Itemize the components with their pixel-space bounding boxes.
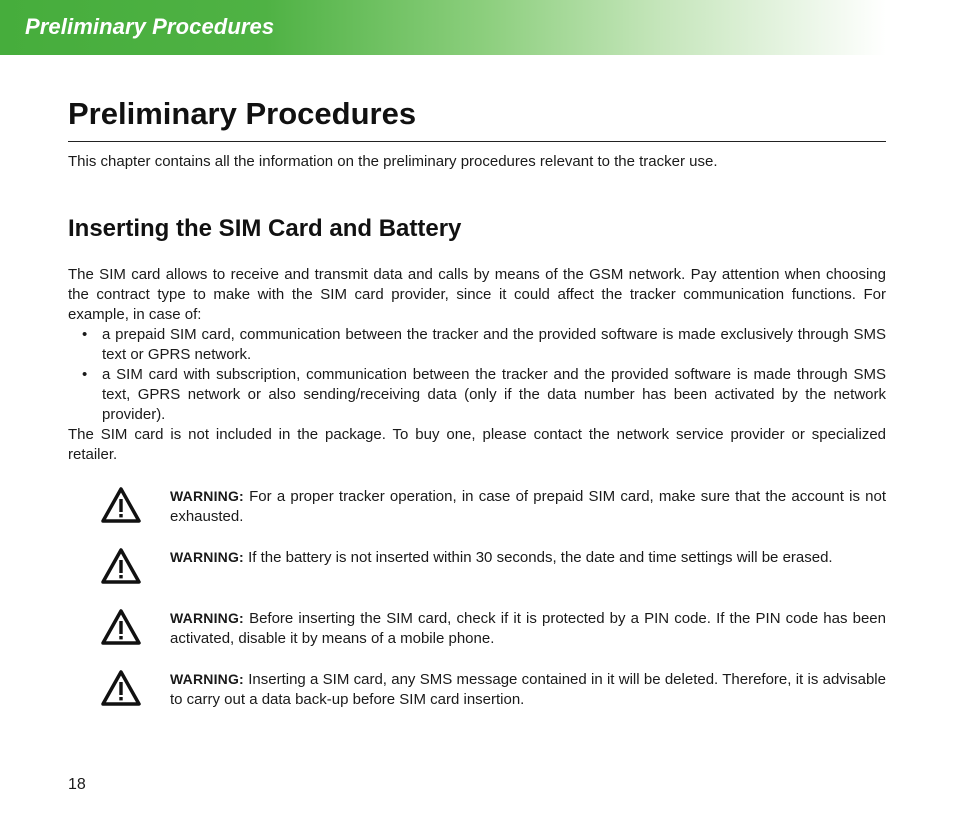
warning-message: For a proper tracker operation, in case of prepaid SIM card, make sure that the account is not exhausted. bbox=[170, 488, 886, 525]
warning-message: Before inserting the SIM card, check if it is protected by a PIN code. If the PIN code has been activated, disable it by means of a mobile phone. bbox=[170, 610, 886, 647]
warning-label: WARNING: bbox=[170, 610, 244, 626]
chapter-header-band bbox=[0, 0, 886, 55]
warning-block bbox=[100, 486, 886, 547]
page-title: Preliminary Procedures bbox=[68, 96, 417, 131]
warning-triangle-icon bbox=[100, 608, 142, 646]
contract-type-list bbox=[68, 325, 886, 425]
title-divider bbox=[68, 141, 886, 142]
list-item bbox=[68, 365, 886, 425]
warning-message: Inserting a SIM card, any SMS message contained in it will be deleted. Therefore, it is advisable to carry out a data back-up before SIM card insertion. bbox=[170, 671, 886, 708]
warning-list bbox=[100, 486, 886, 730]
warning-text bbox=[170, 547, 886, 568]
bullet-marker: • bbox=[82, 366, 88, 383]
warning-label: WARNING: bbox=[170, 549, 244, 565]
warning-text bbox=[170, 669, 886, 710]
page-number: 18 bbox=[68, 776, 86, 793]
section-paragraph-2: The SIM card is not included in the package. To buy one, please contact the network service provider or specialized retailer. bbox=[68, 426, 886, 463]
warning-label: WARNING: bbox=[170, 488, 244, 504]
warning-label: WARNING: bbox=[170, 671, 244, 687]
warning-block bbox=[100, 608, 886, 669]
list-item-text: a prepaid SIM card, communication between the tracker and the provided software is made exclusively through SMS text or GPRS network. bbox=[102, 326, 886, 363]
chapter-intro: This chapter contains all the information on the preliminary procedures relevant to the tracker use. bbox=[68, 153, 718, 170]
bullet-marker: • bbox=[82, 326, 88, 343]
section-heading: Inserting the SIM Card and Battery bbox=[68, 215, 462, 242]
warning-triangle-icon bbox=[100, 547, 142, 585]
chapter-header-title: Preliminary Procedures bbox=[25, 14, 275, 39]
warning-block bbox=[100, 669, 886, 730]
list-item-text: a SIM card with subscription, communication between the tracker and the provided software is made through SMS text, GPRS network or also sending/receiving data (only if the data number has been activated by the network provider). bbox=[102, 366, 886, 423]
warning-triangle-icon bbox=[100, 669, 142, 707]
warning-triangle-icon bbox=[100, 486, 142, 524]
section-paragraph-1: The SIM card allows to receive and transmit data and calls by means of the GSM network. Pay attention when choosing the contract type to make with the SIM card provider, since it could affect the tracker communication functions. For example, in case of: bbox=[68, 266, 886, 323]
section-body bbox=[68, 265, 886, 465]
warning-message: If the battery is not inserted within 30 seconds, the date and time settings will be erased. bbox=[243, 549, 833, 566]
warning-text bbox=[170, 608, 886, 649]
warning-block bbox=[100, 547, 886, 608]
list-item bbox=[68, 325, 886, 365]
warning-text bbox=[170, 486, 886, 527]
